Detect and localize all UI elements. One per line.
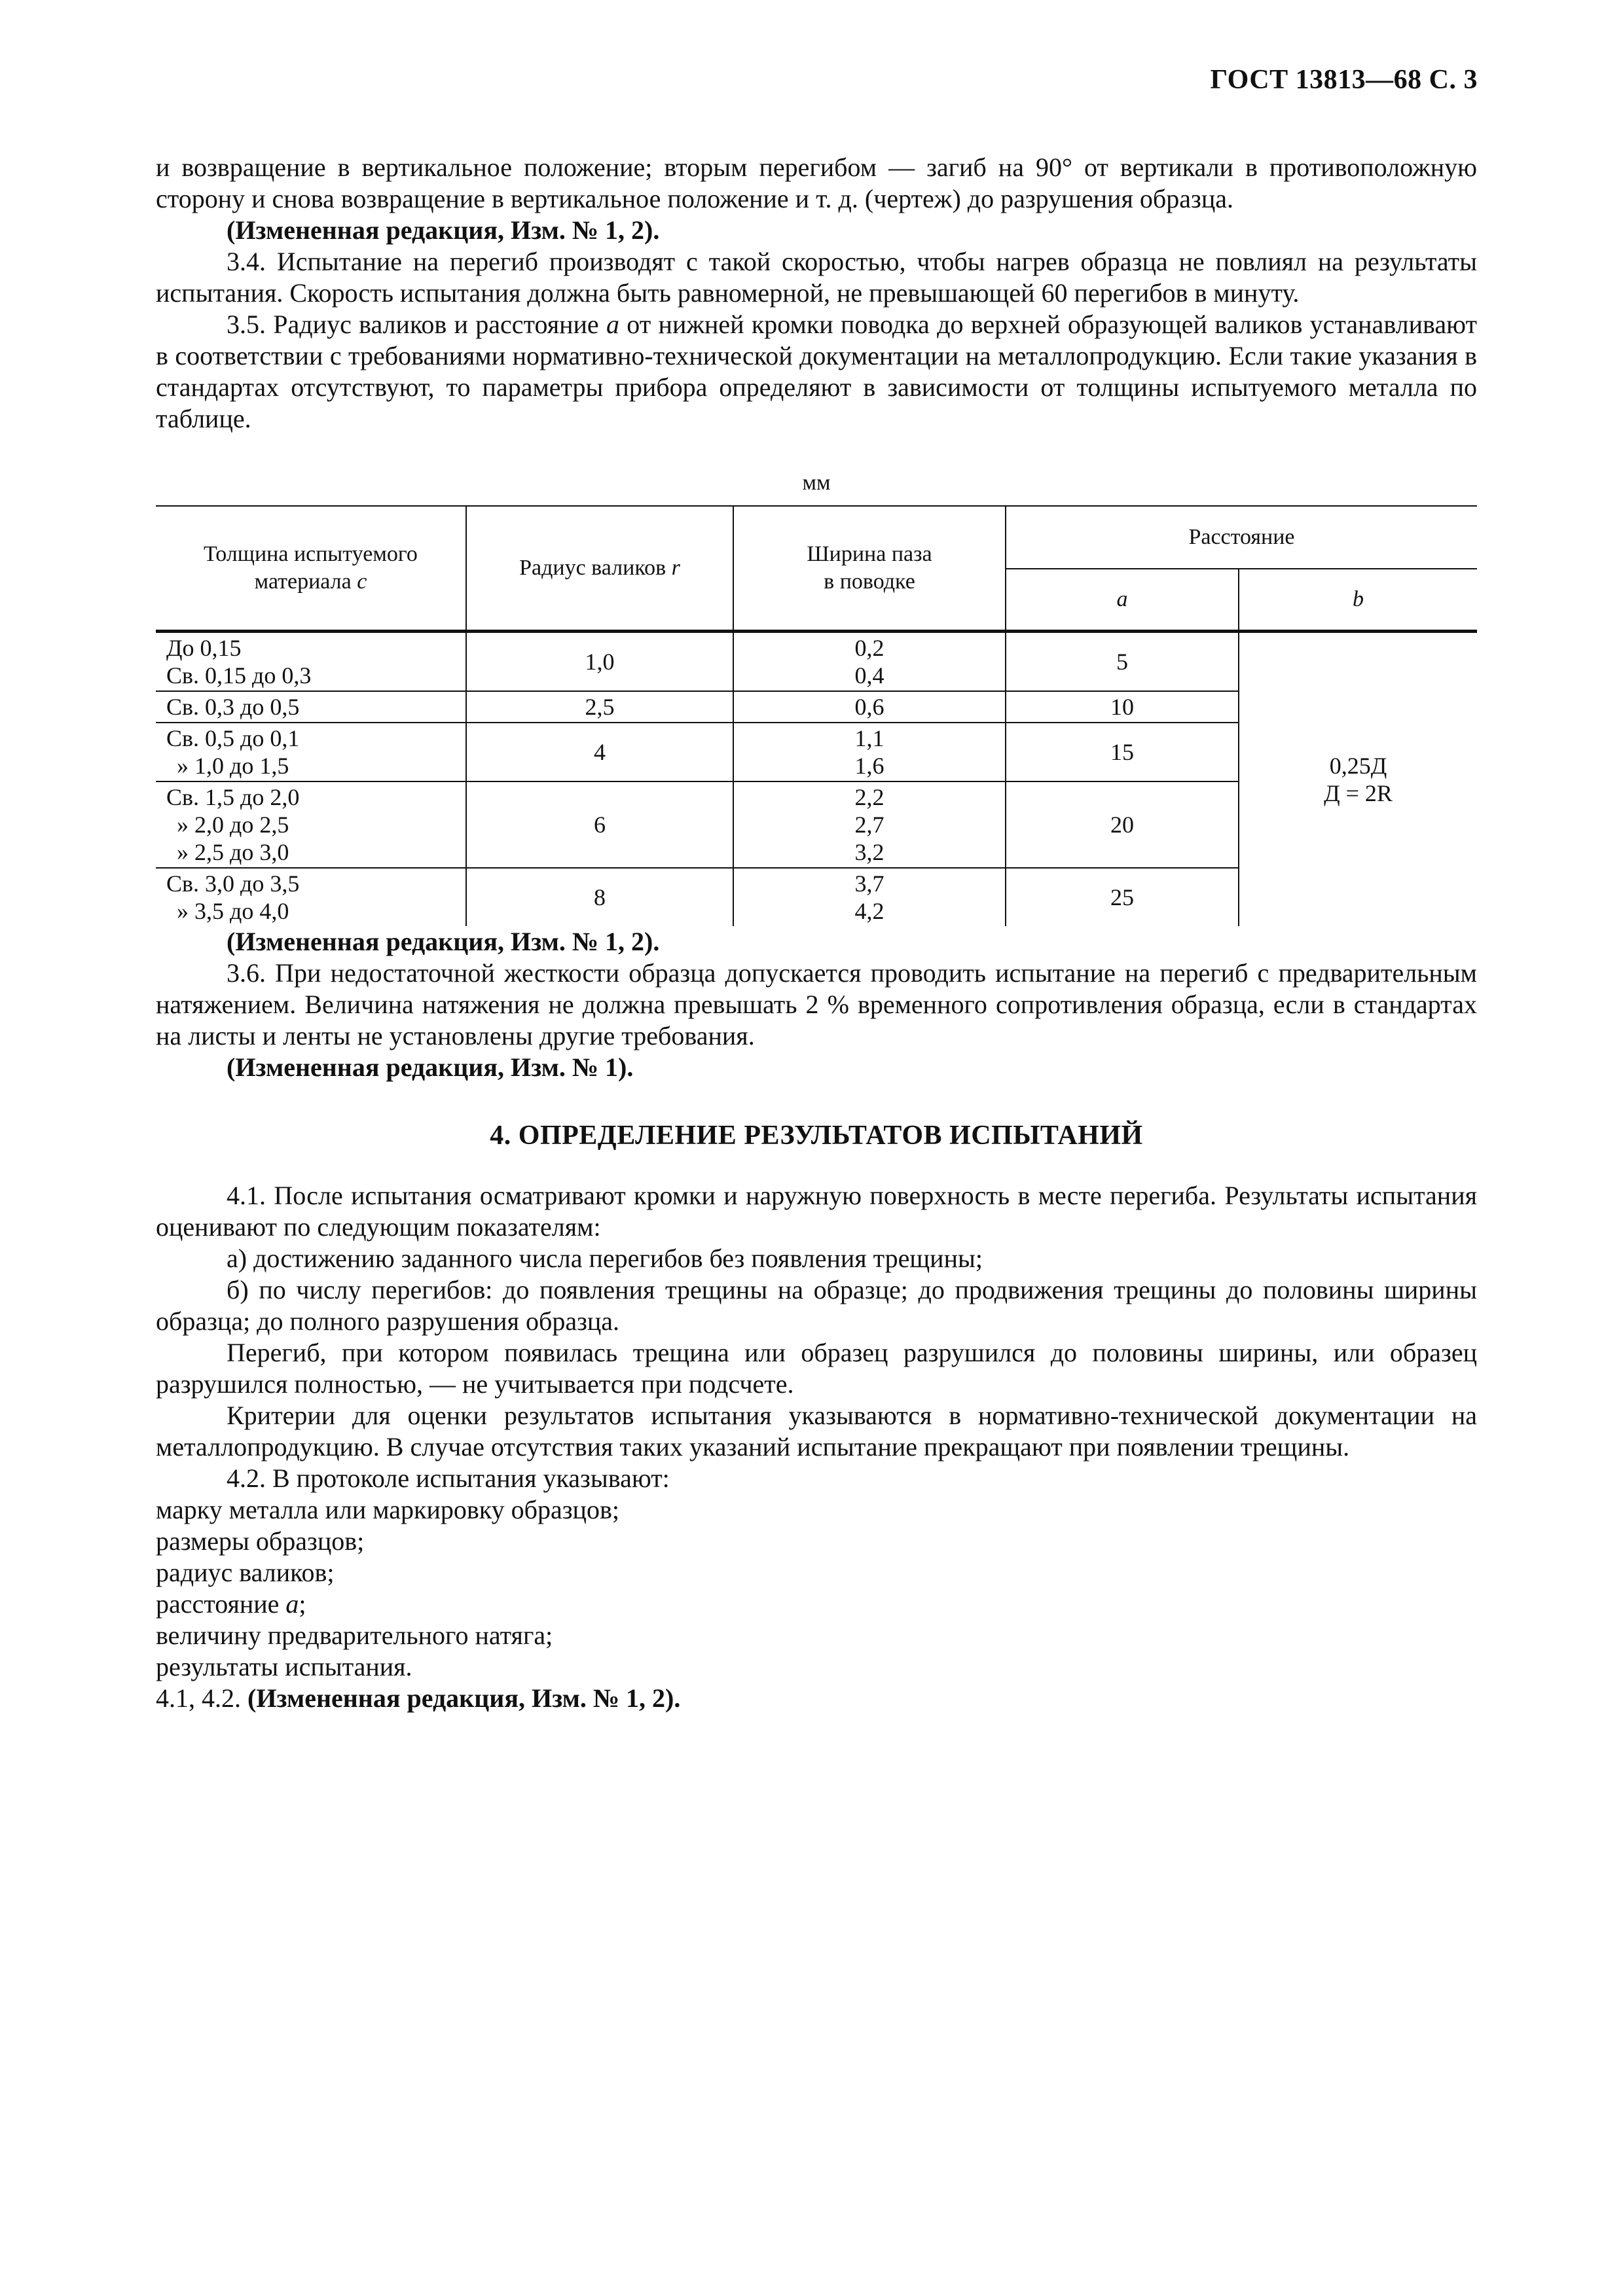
header-groove-width: Ширина паза в поводке <box>733 506 1006 632</box>
page-content <box>156 152 1477 1714</box>
header-distance-b: b <box>1239 569 1477 632</box>
cell-distance-a: 20 <box>1006 781 1239 868</box>
cell-radius: 4 <box>466 723 733 781</box>
cell-groove-width: 3,7 4,2 <box>733 868 1006 926</box>
paragraph-bend: Перегиб, при котором появилась трещина или образец разрушился до половины ширины, или образец разрушился полностью, — не учитывается при подсчете. <box>156 1338 1477 1399</box>
section-heading: 4. ОПРЕДЕЛЕНИЕ РЕЗУЛЬТАТОВ ИСПЫТАНИЙ <box>490 1121 1143 1151</box>
paragraph-criteria: Критерии для оценки результатов испытания указываются в нормативно-технической документации на металлопродукцию. В случае отсутствия таких указаний испытание прекращают при появлении трещины. <box>156 1401 1477 1462</box>
cell-distance-b: 0,25Д Д = 2R <box>1239 632 1477 927</box>
header-distance-a: a <box>1006 569 1239 632</box>
cell-thickness: Св. 0,3 до 0,5 <box>156 691 466 723</box>
cell-distance-a: 10 <box>1006 691 1239 723</box>
amendment-note: (Измененная редакция, Изм. № 1, 2). <box>227 927 660 956</box>
table-unit: мм <box>802 471 831 495</box>
cell-radius: 1,0 <box>466 632 733 692</box>
table-row <box>156 632 1477 692</box>
paragraph-3-5-part2: от нижней кромки поводка до верхней образующей валиков устанавливают в соответствии с требованиями нормативно-технической документации на металлопродукцию. Если такие указания в стандартах отсутствуют, то параметры прибора определяют в зависимости от толщины испытуемого металла по таблице. <box>156 310 1477 433</box>
running-header: ГОСТ 13813—68 С. 3 <box>1210 65 1478 95</box>
paragraph-3-6: 3.6. При недостаточной жесткости образца допускается проводить испытание на перегиб с предварительным натяжением. Величина натяжения не должна превышать 2 % временного сопротивления образца, если в стандартах на листы и ленты не установлены другие требования. <box>156 958 1477 1050</box>
parameters-table <box>156 505 1477 926</box>
protocol-item: марку металла или маркировку образцов; <box>156 1495 619 1524</box>
cell-groove-width: 0,6 <box>733 691 1006 723</box>
cell-groove-width: 2,2 2,7 3,2 <box>733 781 1006 868</box>
list-item-b: б) по числу перегибов: до появления трещины на образце; до продвижения трещины до половины ширины образца; до полного разрушения образца. <box>156 1275 1477 1336</box>
amendment-note: (Измененная редакция, Изм. № 1). <box>227 1052 634 1082</box>
variable-a: а <box>606 310 619 339</box>
list-item-a: а) достижению заданного числа перегибов без появления трещины; <box>227 1244 983 1273</box>
protocol-item: результаты испытания. <box>156 1652 412 1681</box>
paragraph-continuation: и возвращение в вертикальное положение; вторым перегибом — загиб на 90° от вертикали в противоположную сторону и снова возвращение в вертикальное положение и т. д. (чертеж) до разрушения образца. <box>156 152 1477 213</box>
header-radius: Радиус валиков r <box>466 506 733 632</box>
paragraph-3-4: 3.4. Испытание на перегиб производят с такой скоростью, чтобы нагрев образца не повлиял на результаты испытания. Скорость испытания должна быть равномерной, не превышающей 60 перегибов в минуту. <box>156 247 1477 308</box>
cell-radius: 2,5 <box>466 691 733 723</box>
cell-distance-a: 25 <box>1006 868 1239 926</box>
cell-distance-a: 15 <box>1006 723 1239 781</box>
cell-radius: 8 <box>466 868 733 926</box>
cell-thickness: Св. 3,0 до 3,5 » 3,5 до 4,0 <box>156 868 466 926</box>
final-amendment: 4.1, 4.2. (Измененная редакция, Изм. № 1, 2). <box>156 1683 681 1713</box>
cell-distance-a: 5 <box>1006 632 1239 692</box>
header-thickness: Толщина испытуемого материала c <box>156 506 466 632</box>
cell-thickness: До 0,15 Св. 0,15 до 0,3 <box>156 632 466 692</box>
paragraph-4-1: 4.1. После испытания осматривают кромки и наружную поверхность в месте перегиба. Результаты испытания оценивают по следующим показателям: <box>156 1181 1477 1242</box>
cell-radius: 6 <box>466 781 733 868</box>
protocol-item: радиус валиков; <box>156 1558 335 1587</box>
paragraph-3-5-part1: 3.5. Радиус валиков и расстояние <box>227 310 606 339</box>
cell-groove-width: 0,2 0,4 <box>733 632 1006 692</box>
cell-thickness: Св. 1,5 до 2,0 » 2,0 до 2,5 » 2,5 до 3,0 <box>156 781 466 868</box>
paragraph-4-2: 4.2. В протоколе испытания указывают: <box>227 1463 670 1493</box>
cell-groove-width: 1,1 1,6 <box>733 723 1006 781</box>
table-body <box>156 632 1477 927</box>
protocol-item: расстояние а; <box>156 1589 306 1619</box>
paragraph-3-5 <box>156 309 1477 435</box>
protocol-item: величину предварительного натяга; <box>156 1621 553 1650</box>
amendment-note: (Измененная редакция, Изм. № 1, 2). <box>227 215 660 245</box>
header-distance: Расстояние <box>1006 506 1477 569</box>
cell-thickness: Св. 0,5 до 0,1 » 1,0 до 1,5 <box>156 723 466 781</box>
protocol-item: размеры образцов; <box>156 1526 365 1556</box>
